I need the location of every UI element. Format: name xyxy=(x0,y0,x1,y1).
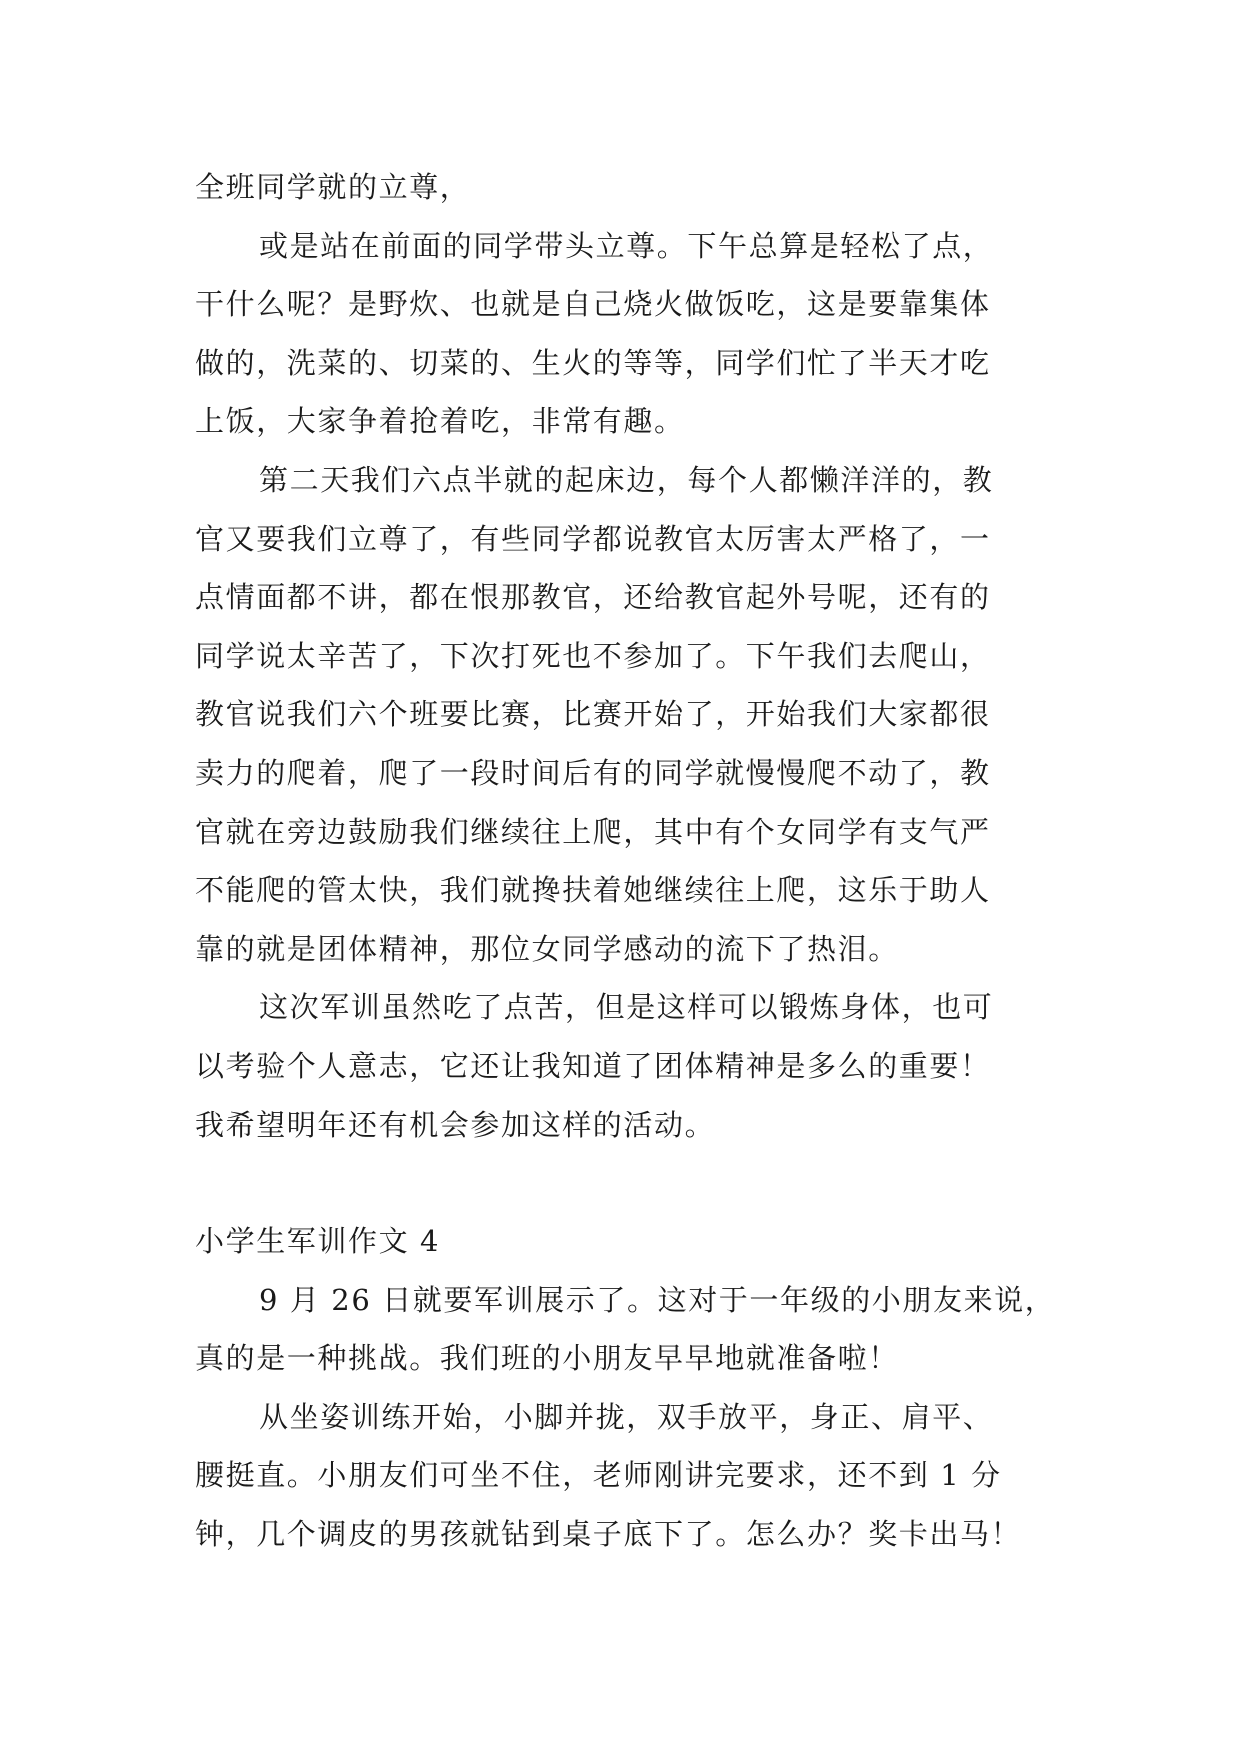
text-line: 以考验个人意志，它还让我知道了团体精神是多么的重要！ xyxy=(195,1048,991,1083)
text-line: 上饭，大家争着抢着吃，非常有趣。 xyxy=(195,404,685,439)
document-body xyxy=(195,158,1085,1564)
text-line: 钟，几个调皮的男孩就钻到桌子底下了。怎么办？奖卡出马！ xyxy=(195,1517,1022,1552)
essay-heading: 小学生军训作文 4 xyxy=(195,1224,441,1259)
text-line: 腰挺直。小朋友们可坐不住，老师刚讲完要求，还不到 1 分 xyxy=(195,1458,1002,1493)
text-line: 干什么呢？是野炊、也就是自己烧火做饭吃，这是要靠集体 xyxy=(195,287,991,322)
text-line: 靠的就是团体精神，那位女同学感动的流下了热泪。 xyxy=(195,931,899,966)
text-line: 这次军训虽然吃了点苦，但是这样可以锻炼身体，也可 xyxy=(259,990,994,1025)
text-line: 卖力的爬着，爬了一段时间后有的同学就慢慢爬不动了，教 xyxy=(195,755,991,790)
text-line: 或是站在前面的同学带头立尊。下午总算是轻松了点， xyxy=(259,228,994,263)
text-line: 第二天我们六点半就的起床边，每个人都懒洋洋的，教 xyxy=(259,462,994,497)
essay-section-4 xyxy=(195,1271,1085,1564)
text-line: 官就在旁边鼓励我们继续往上爬，其中有个女同学有支气严 xyxy=(195,814,991,849)
text-line: 教官说我们六个班要比赛，比赛开始了，开始我们大家都很 xyxy=(195,697,991,732)
text-line: 9 月 26 日就要军训展示了。这对于一年级的小朋友来说， xyxy=(259,1282,1056,1317)
text-line: 官又要我们立尊了，有些同学都说教官太厉害太严格了，一 xyxy=(195,521,991,556)
text-line: 不能爬的管太快，我们就搀扶着她继续往上爬，这乐于助人 xyxy=(195,873,991,908)
text-line: 全班同学就的立尊， xyxy=(195,170,471,204)
text-line: 点情面都不讲，都在恨那教官，还给教官起外号呢，还有的 xyxy=(195,580,991,615)
text-line: 真的是一种挑战。我们班的小朋友早早地就准备啦！ xyxy=(195,1341,899,1376)
text-line: 我希望明年还有机会参加这样的活动。 xyxy=(195,1107,716,1142)
text-line: 做的，洗菜的、切菜的、生火的等等，同学们忙了半天才吃 xyxy=(195,345,991,380)
text-line: 同学说太辛苦了，下次打死也不参加了。下午我们去爬山， xyxy=(195,638,991,673)
text-line: 从坐姿训练开始，小脚并拢，双手放平，身正、肩平、 xyxy=(259,1399,994,1434)
essay-section-previous xyxy=(195,158,1085,1154)
